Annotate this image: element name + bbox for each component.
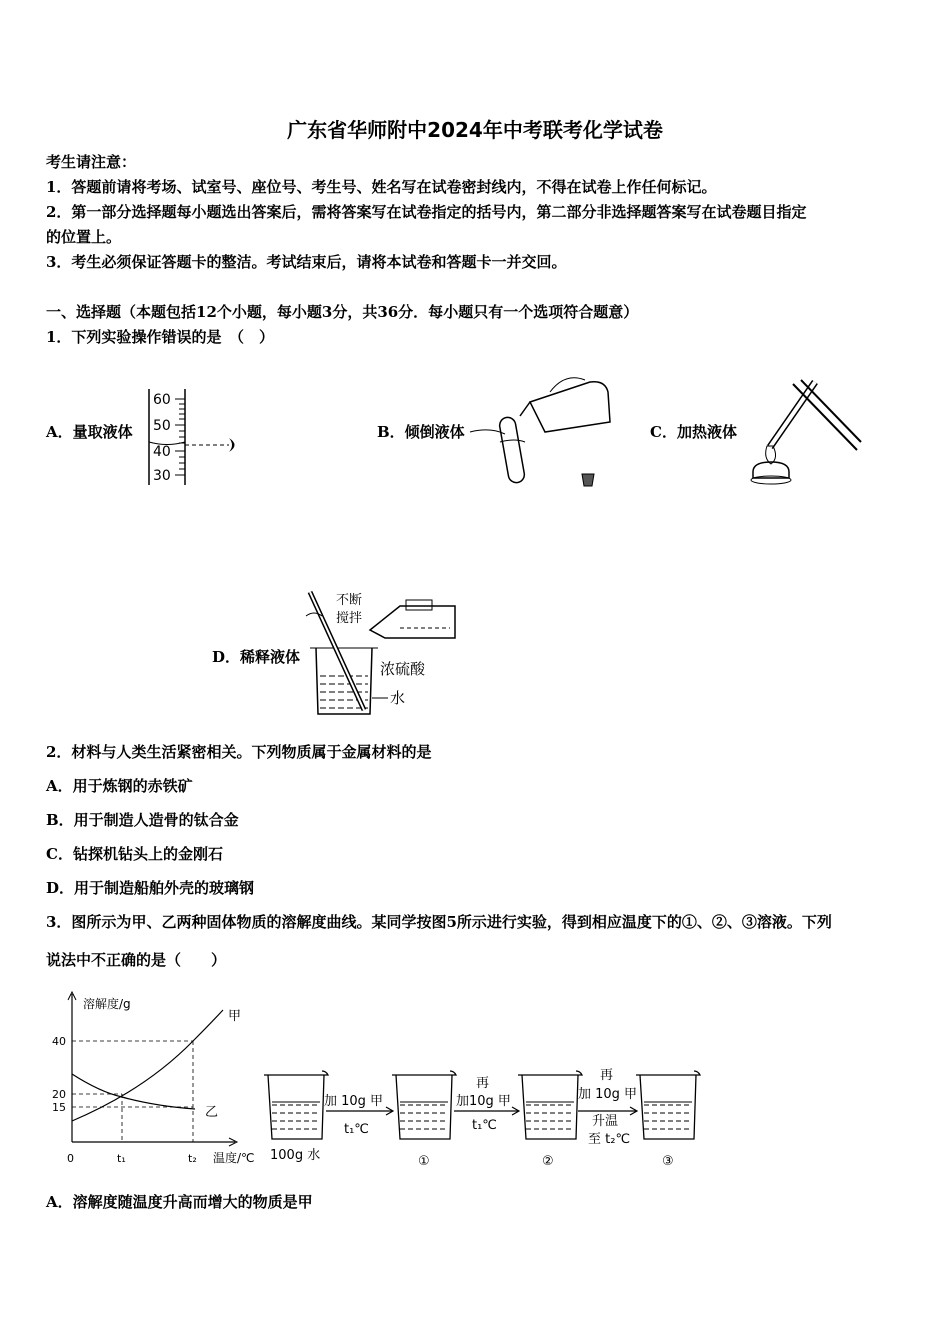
q1-option-c: C．加热液体 (650, 423, 737, 441)
curve-jia (72, 1010, 223, 1121)
q3-option-a: A．溶解度随温度升高而增大的物质是甲 (46, 1193, 313, 1211)
question-1-stem: 1．下列实验操作错误的是 （ ） (46, 328, 274, 346)
step-3-label: 再 (600, 1068, 614, 1083)
y-axis-label: 溶解度/g (83, 997, 131, 1011)
pouring-liquid-figure (470, 372, 620, 490)
beaker-label: ① (418, 1154, 430, 1169)
cylinder-tick-30: 30 (153, 468, 171, 484)
notice-item: 2．第一部分选择题每小题选出答案后，需将答案写在试卷指定的括号内，第二部分非选择题答案写在试卷题目指定 (46, 203, 807, 221)
step-2-label: 再 (476, 1076, 490, 1091)
q2-option: A．用于炼钢的赤铁矿 (46, 777, 193, 795)
x-tick-label: t₂ (188, 1152, 197, 1165)
q2-option: D．用于制造船舶外壳的玻璃钢 (46, 879, 255, 897)
step-3-label: 升温 (592, 1114, 619, 1129)
q1-option-b: B．倾倒液体 (377, 423, 465, 441)
series-label: 甲 (228, 1009, 242, 1024)
y-tick-label: 40 (52, 1035, 66, 1048)
series-label: 乙 (205, 1105, 219, 1120)
stir-label: 搅拌 (336, 611, 363, 626)
question-3-stem: 说法中不正确的是（ ） (46, 951, 227, 969)
cylinder-tick-40: 40 (153, 444, 171, 460)
q2-option: B．用于制造人造骨的钛合金 (46, 811, 239, 829)
step-2-temp: t₁℃ (472, 1118, 497, 1133)
x-tick-label: t₁ (117, 1152, 126, 1165)
y-tick-label: 15 (52, 1101, 66, 1114)
diluting-acid-figure (300, 588, 470, 720)
q1-option-a: A．量取液体 (46, 423, 133, 441)
step-1-label: 加 10g 甲 (324, 1094, 384, 1109)
eye-icon (229, 438, 235, 452)
solubility-graph (45, 990, 270, 1170)
x-axis-label: 温度/℃ (213, 1151, 255, 1165)
cylinder-tick-60: 60 (153, 392, 171, 408)
exam-title: 广东省华师附中2024年中考联考化学试卷 (287, 118, 663, 142)
water-label: 水 (390, 689, 406, 707)
acid-label: 浓硫酸 (380, 660, 426, 678)
notice-item: 1．答题前请将考场、试室号、座位号、考生号、姓名写在试卷密封线内，不得在试卷上作任何标记。 (46, 178, 717, 196)
q1-option-d: D．稀释液体 (212, 648, 301, 666)
experiment-process-diagram (262, 1065, 712, 1175)
cylinder-tick-50: 50 (153, 418, 171, 434)
heating-liquid-figure (745, 372, 865, 490)
y-tick-label: 20 (52, 1088, 66, 1101)
curve-yi (72, 1074, 195, 1109)
graduated-cylinder-figure (145, 385, 255, 490)
question-2-stem: 2．材料与人类生活紧密相关。下列物质属于金属材料的是 (46, 743, 432, 761)
start-water-label: 100g 水 (270, 1148, 321, 1163)
origin-label: 0 (67, 1152, 74, 1165)
notice-item: 3．考生必须保证答题卡的整洁。考试结束后，请将本试卷和答题卡一并交回。 (46, 253, 567, 271)
step-2-label: 加10g 甲 (456, 1094, 511, 1109)
beaker-label: ③ (662, 1154, 674, 1169)
step-3-label: 加 10g 甲 (578, 1087, 638, 1102)
beaker-label: ② (542, 1154, 554, 1169)
question-3-stem: 3．图所示为甲、乙两种固体物质的溶解度曲线。某同学按图5所示进行实验，得到相应温度下的①、②、③溶液。下列 (46, 913, 832, 931)
notice-item: 的位置上。 (46, 228, 122, 246)
section-heading: 一、选择题（本题包括12个小题，每小题3分，共36分．每小题只有一个选项符合题意） (46, 303, 639, 321)
q2-option: C．钻探机钻头上的金刚石 (46, 845, 223, 863)
stir-label: 不断 (336, 593, 363, 608)
step-1-temp: t₁℃ (344, 1122, 369, 1137)
step-3-temp: 至 t₂℃ (588, 1132, 631, 1147)
notice-heading: 考生请注意： (46, 153, 137, 171)
